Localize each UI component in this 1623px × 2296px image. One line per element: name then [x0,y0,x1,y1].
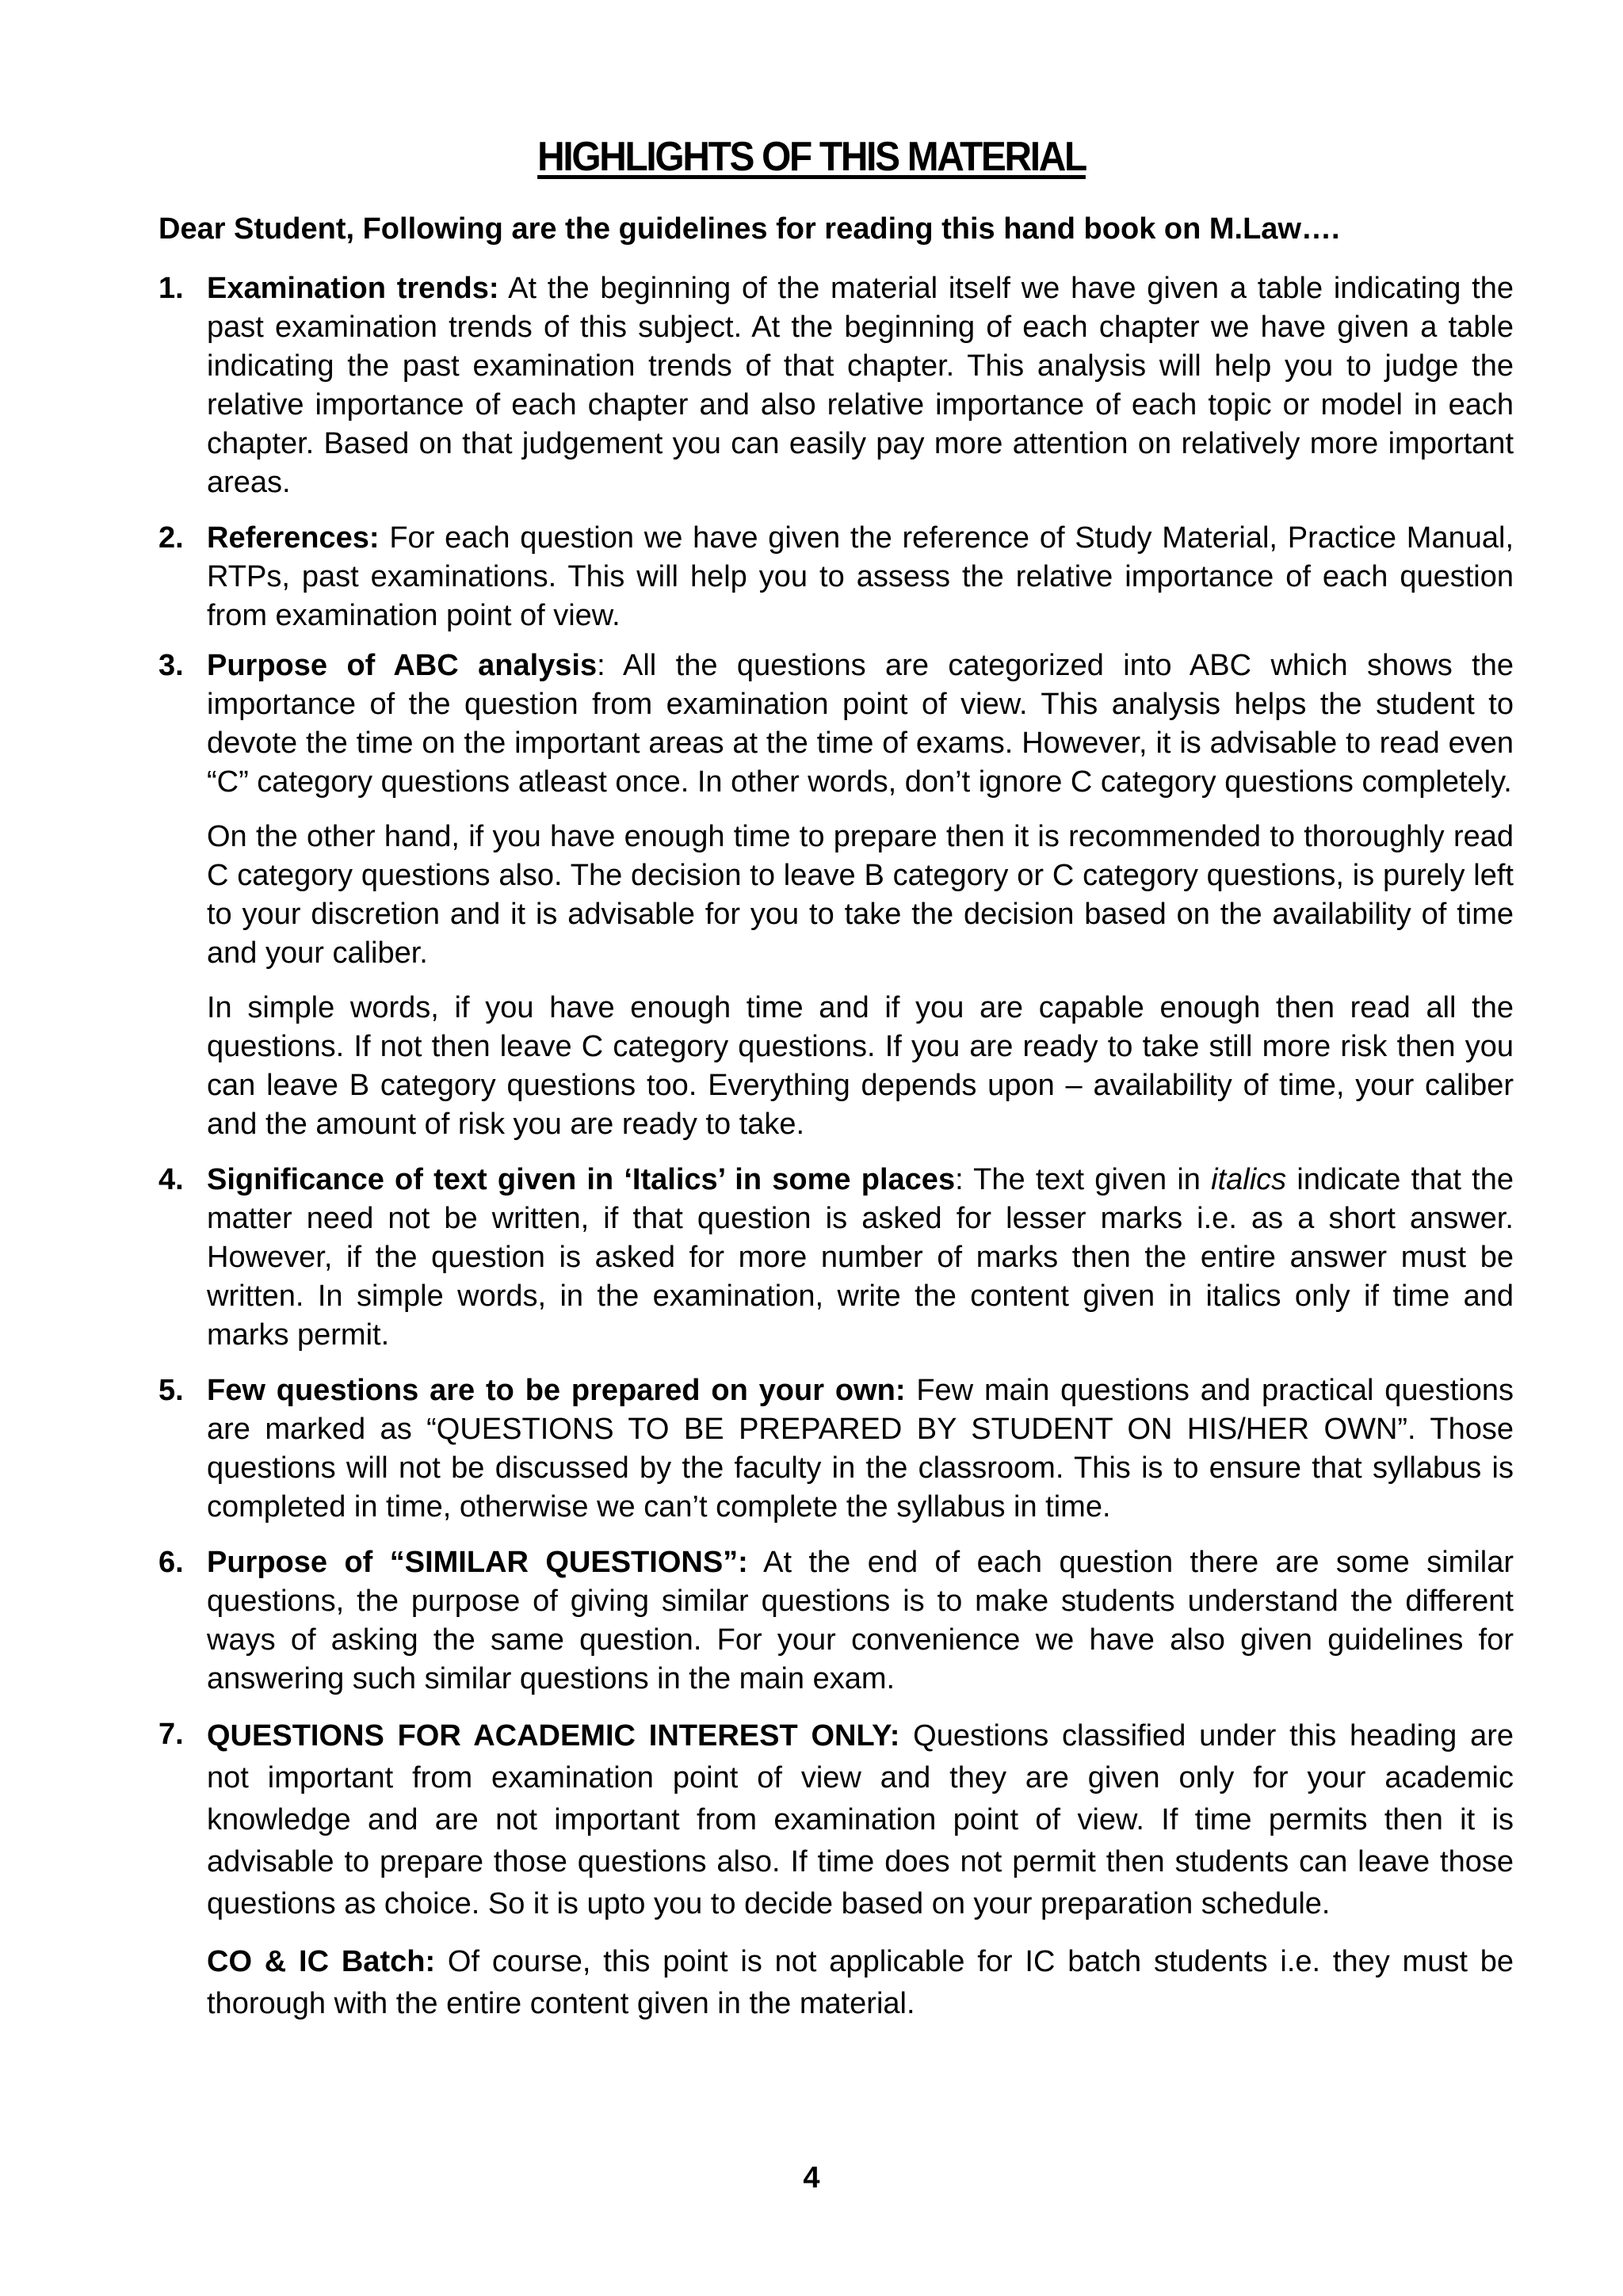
item-number: 3. [158,649,184,682]
item-text: At the beginning of the material itself we have given a table indicating the past examination trends of this subject. At the beginning of each chapter we have given a table indicating the past examination trends of that chapter. This analysis will help you to judge the relative importance of each chapter and also relative importance of each topic or model in each chapter. Based on that judgement you can easily pay more attention on relatively more important areas. [207,272,1514,499]
item-paragraph [207,1941,1514,2025]
item-number: 5. [158,1374,184,1407]
item-heading: References: [207,521,380,555]
list-item [158,1371,1514,1527]
item-number: 6. [158,1546,184,1579]
item-heading: Significance of text given in ‘Italics’ in some places [207,1163,956,1196]
sub-heading: CO & IC Batch: [207,1945,436,1978]
item-heading: Purpose of ABC analysis [207,649,598,682]
item-paragraph [207,646,1514,802]
item-paragraph [207,519,1514,635]
item-text: indicate that the matter need not be written, if that question is asked for lesser marks i.e. as a short answer. However, if the question is asked for more number of marks then the entire answer must be written. In simple words, in the examination, write the content given in italics only if time and marks permit. [207,1163,1514,1352]
intro-line: Dear Student, Following are the guidelines for reading this hand book on M.Law…. [158,212,1340,246]
item-paragraph [207,1371,1514,1527]
item-paragraph: On the other hand, if you have enough time to prepare then it is recommended to thoroughly read C category questions also. The decision to leave B category or C category questions, is purely left to your discretion and it is advisable for you to take the decision based on the availability of time and your caliber. [207,820,1514,970]
item-text: : The text given in [955,1163,1212,1196]
item-text: : All the questions are categorized into ABC which shows the importance of the question from examination point of view. This analysis helps the student to devote the time on the important areas at the time of exams. However, it is advisable to read even “C” category questions atleast once. In other words, don’t ignore C category questions completely. [207,649,1514,799]
item-paragraph [207,1161,1514,1355]
item-number: 1. [158,272,184,305]
item-text: Questions classified under this heading are not important from examination point of view and they are given only for your academic knowledge and are not important from examination point of view. If time permits then it is advisable to prepare those questions also. If time does not permit then students can leave those questions as choice. So it is upto you to decide based on your preparation schedule. [207,1719,1514,1920]
list-item [158,1543,1514,1699]
item-number: 7. [158,1718,184,1751]
page-number: 4 [803,2161,820,2195]
item-text: Of course, this point is not applicable for IC batch students i.e. they must be thorough with the entire content given in the material. [207,1945,1514,2020]
item-paragraph [207,269,1514,502]
item-text: At the end of each question there are some similar questions, the purpose of giving similar questions is to make students understand the different ways of asking the same question. For your convenience we have also given guidelines for answering such similar questions in the main exam. [207,1546,1514,1695]
guidelines-list [158,269,1514,2025]
item-paragraph [207,1715,1514,1925]
list-item [158,1715,1514,2025]
italic-word: italics [1211,1163,1287,1196]
item-heading: Purpose of “SIMILAR QUESTIONS”: [207,1546,748,1579]
page-title: HIGHLIGHTS OF THIS MATERIAL [537,134,1086,180]
item-text: Few main questions and practical questions are marked as “QUESTIONS TO BE PREPARED BY STUDENT ON HIS/HER OWN”. Those questions will not be discussed by the faculty in the classroom. This is to ensure that syllabus is completed in time, otherwise we can’t complete the syllabus in time. [207,1374,1514,1524]
list-item [158,1161,1514,1355]
item-number: 2. [158,521,184,555]
item-paragraph [207,1543,1514,1699]
item-heading: QUESTIONS FOR ACADEMIC INTEREST ONLY: [207,1719,900,1753]
item-text: For each question we have given the reference of Study Material, Practice Manual, RTPs, past examinations. This will help you to assess the relative importance of each question from examination point of view. [207,521,1514,632]
list-item [158,646,1514,1144]
item-number: 4. [158,1163,184,1196]
item-paragraph: In simple words, if you have enough time and if you are capable enough then read all the questions. If not then leave C category questions. If you are ready to take still more risk then you can leave B category questions too. Everything depends upon – availability of time, your caliber and the amount of risk you are ready to take. [207,991,1514,1141]
list-item [158,519,1514,635]
list-item [158,269,1514,502]
item-heading: Examination trends: [207,272,499,305]
item-heading: Few questions are to be prepared on your own: [207,1374,906,1407]
